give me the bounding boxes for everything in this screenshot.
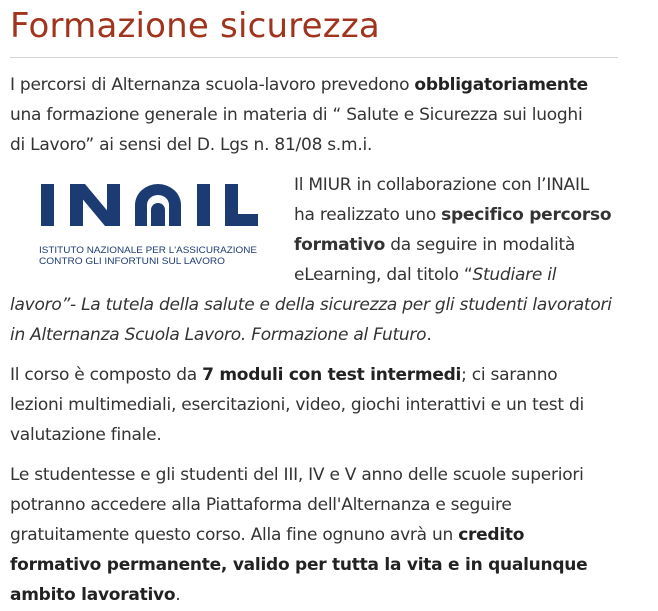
intro-line-3: di Lavoro” ai sensi del D. Lgs n. 81/08 s.m.i. <box>10 135 373 155</box>
miur-text: eLearning, dal titolo “ <box>294 265 473 285</box>
course-line-1 <box>10 365 557 385</box>
logo-subtitle-2: CONTRO GLI INFORTUNI SUL LAVORO <box>39 256 225 266</box>
miur-text: ha realizzato uno <box>294 205 442 225</box>
intro-paragraph <box>10 70 620 160</box>
miur-paragraph <box>10 170 620 350</box>
intro-line-2: una formazione generale in materia di “ Salute e Sicurezza sui luoghi <box>10 105 583 125</box>
miur-line-4 <box>10 260 620 290</box>
miur-emphasis: specifico percorso <box>441 205 612 225</box>
intro-line-1 <box>10 75 588 95</box>
students-line-5 <box>10 585 180 605</box>
course-paragraph <box>10 360 620 450</box>
course-line-3: valutazione finale. <box>10 425 162 445</box>
course-title: in Alternanza Scuola Lavoro. Formazione al Futuro <box>10 325 427 345</box>
course-text: Il corso è composto da <box>10 365 203 385</box>
miur-line-1: Il MIUR in collaborazione con l’INAIL <box>294 175 589 195</box>
students-emphasis: credito <box>458 525 525 545</box>
intro-text: I percorsi di Alternanza scuola-lavoro prevedono <box>10 75 415 95</box>
miur-line-6 <box>10 320 620 350</box>
page-title: Formazione sicurezza <box>10 6 380 46</box>
miur-emphasis: formativo <box>294 235 386 255</box>
course-title: Studiare il <box>472 265 557 285</box>
students-line-1: Le studentesse e gli studenti del III, IV e V anno delle scuole superiori <box>10 465 584 485</box>
students-line-4: formativo permanente, valido per tutta la vita e in qualunque <box>10 555 588 575</box>
students-paragraph <box>10 460 620 610</box>
miur-line-3 <box>10 230 620 260</box>
students-line-2: potranno accedere alla Piattaforma dell'Alternanza e seguire <box>10 495 512 515</box>
students-emphasis: ambito lavorativo <box>10 585 176 605</box>
course-title: lavoro”- La tutela della salute e della sicurezza per gli studenti lavoratori <box>10 295 612 315</box>
miur-text: da seguire in modalità <box>385 235 576 255</box>
logo-subtitle-1: ISTITUTO NAZIONALE PER L'ASSICURAZIONE <box>39 245 257 255</box>
course-line-2: lezioni multimediali, esercitazioni, video, giochi interattivi e un test di <box>10 395 584 415</box>
students-text: . <box>175 585 181 605</box>
course-emphasis: 7 moduli con test intermedi <box>202 365 462 385</box>
students-line-3 <box>10 525 524 545</box>
intro-emphasis: obbligatoriamente <box>414 75 588 95</box>
title-divider <box>10 57 618 58</box>
miur-text: . <box>426 325 432 345</box>
course-text: ; ci saranno <box>461 365 558 385</box>
miur-line-5 <box>10 290 620 320</box>
students-text: gratuitamente questo corso. Alla fine ognuno avrà un <box>10 525 459 545</box>
miur-line-2 <box>10 200 620 230</box>
